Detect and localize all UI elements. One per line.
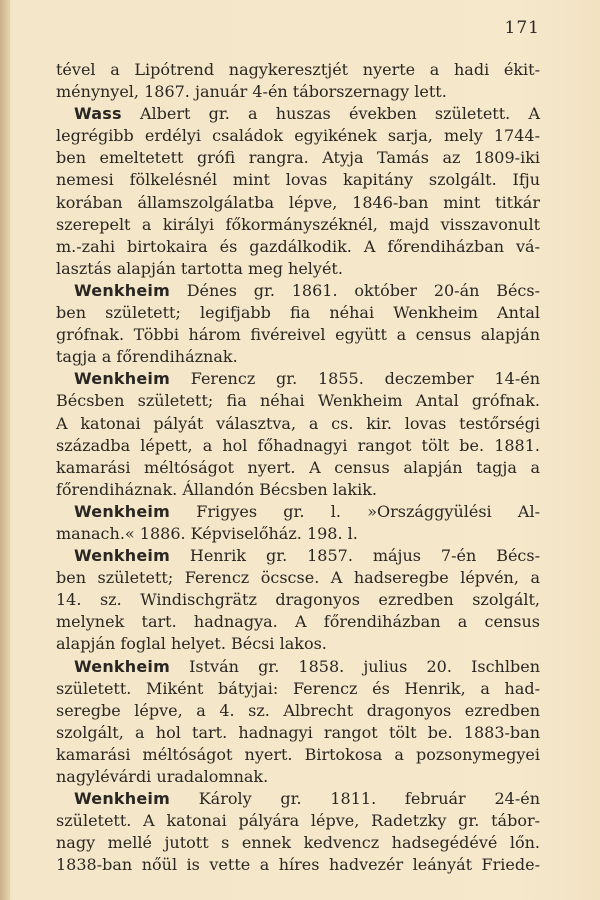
text-line (56, 766, 540, 788)
entry-heading-line (56, 656, 540, 678)
text-line (56, 147, 540, 169)
text-line (56, 523, 540, 545)
line-text: 14. sz. Windischgrätz dragonyos ezredben szolgált, (56, 590, 540, 610)
entry-heading-line (56, 103, 540, 125)
text-line (56, 633, 540, 655)
entry-heading-line (56, 280, 540, 302)
text-line (56, 854, 540, 876)
line-text: született. Miként bátyjai: Ferencz és Henrik, a had- (56, 678, 540, 698)
line-text: Ferencz gr. 1855. deczember 14-én (169, 369, 540, 389)
text-line (56, 125, 540, 147)
text-line (56, 832, 540, 854)
text-line (56, 678, 540, 700)
text-line (56, 390, 540, 412)
entry-name: Wenkheim (74, 546, 170, 566)
text-line (56, 169, 540, 191)
text-line (56, 214, 540, 236)
entry-heading-line (56, 368, 540, 390)
line-text: m.-zahi birtokaira és gazdálkodik. A főrendiházban vá- (56, 236, 540, 256)
text-line (56, 324, 540, 346)
entry-name: Wass (74, 104, 122, 124)
page-number: 171 (504, 18, 540, 38)
text-line (56, 457, 540, 479)
line-text: Henrik gr. 1857. május 7-én Bécs- (169, 546, 540, 566)
line-text: Frigyes gr. l. »Országgyülési Al- (169, 501, 540, 521)
line-text: melynek tart. hadnagya. A főrendiházban a census (56, 612, 540, 632)
text-line (56, 435, 540, 457)
line-text: Albert gr. a huszas években született. A (121, 104, 540, 124)
line-text: nemesi fölkelésnél mint lovas kapitány szolgált. Ifju (56, 170, 540, 190)
line-text: ben emeltetett grófi rangra. Atyja Tamás az 1809-iki (56, 148, 540, 168)
text-line (56, 744, 540, 766)
entry-name: Wenkheim (74, 501, 170, 521)
text-line (56, 192, 540, 214)
text-line (56, 346, 540, 368)
line-text: Dénes gr. 1861. október 20-án Bécs- (169, 280, 540, 300)
text-line (56, 810, 540, 832)
entry-name: Wenkheim (74, 369, 170, 389)
text-line (56, 700, 540, 722)
line-text: manach.« 1886. Képviselőház. 198. l. (56, 523, 358, 543)
line-text: István gr. 1858. julius 20. Ischlben (169, 656, 540, 676)
line-text: korában államszolgálatba lépve, 1846-ban mint titkár (56, 192, 540, 212)
line-text: grófnak. Többi három fivéreivel együtt a census alapján (56, 325, 540, 345)
line-text: ben született; legifjabb fia néhai Wenkheim Antal (56, 303, 540, 323)
line-text: tével a Lipótrend nagykeresztjét nyerte a hadi ékit- (56, 60, 540, 79)
text-line (56, 589, 540, 611)
line-text: ménynyel, 1867. január 4-én táborszernagy lett. (56, 82, 447, 102)
line-text: 1838-ban nőül is vette a híres hadvezér leányát Friede- (56, 855, 540, 875)
line-text: legrégibb erdélyi családok egyikének sarja, mely 1744- (56, 126, 540, 146)
line-text: Bécsben született; fia néhai Wenkheim Antal grófnak. (56, 391, 540, 411)
entry-heading-line (56, 788, 540, 810)
line-text: seregbe lépve, a 4. sz. Albrecht dragonyos ezredben (56, 700, 540, 720)
text-line (56, 302, 540, 324)
line-text: kamarási méltóságot nyert. A census alapján tagja a (56, 457, 540, 477)
line-text: Károly gr. 1811. február 24-én (169, 789, 540, 809)
text-line (56, 236, 540, 258)
entry-name: Wenkheim (74, 280, 170, 300)
line-text: főrendiháznak. Állandón Bécsben lakik. (56, 479, 377, 499)
line-text: szerepelt a királyi főkormányszéknél, majd visszavonult (56, 214, 540, 234)
page-gutter (0, 0, 10, 900)
text-line (56, 611, 540, 633)
line-text: nagylévárdi uradalomnak. (56, 767, 269, 786)
text-line (56, 722, 540, 744)
line-text: A katonai pályát választva, a cs. kir. lovas testőrségi (56, 413, 540, 433)
entry-name: Wenkheim (74, 789, 170, 809)
text-line (56, 567, 540, 589)
line-text: nagy mellé jutott s ennek kedvencz hadsegédévé lőn. (56, 833, 540, 853)
line-text: századba lépett, a hol főhadnagyi rangot tölt be. 1881. (56, 435, 540, 455)
entry-heading-line (56, 545, 540, 567)
line-text: ben született; Ferencz öcscse. A hadseregbe lépvén, a (56, 568, 540, 588)
entry-name: Wenkheim (74, 656, 170, 676)
entry-heading-line (56, 501, 540, 523)
line-text: alapján foglal helyet. Bécsi lakos. (56, 634, 327, 654)
text-line (56, 81, 540, 103)
line-text: tagja a főrendiháznak. (56, 347, 238, 367)
line-text: lasztás alapján tartotta meg helyét. (56, 258, 343, 278)
text-line (56, 413, 540, 435)
text-line (56, 59, 540, 81)
line-text: kamarási méltóságot nyert. Birtokosa a pozsonymegyei (56, 744, 540, 764)
line-text: szolgált, a hol tart. hadnagyi rangot tölt be. 1883-ban (56, 722, 540, 742)
line-text: született. A katonai pályára lépve, Radetzky gr. tábor- (56, 811, 540, 831)
text-body (56, 59, 540, 876)
text-line (56, 479, 540, 501)
text-line (56, 258, 540, 280)
